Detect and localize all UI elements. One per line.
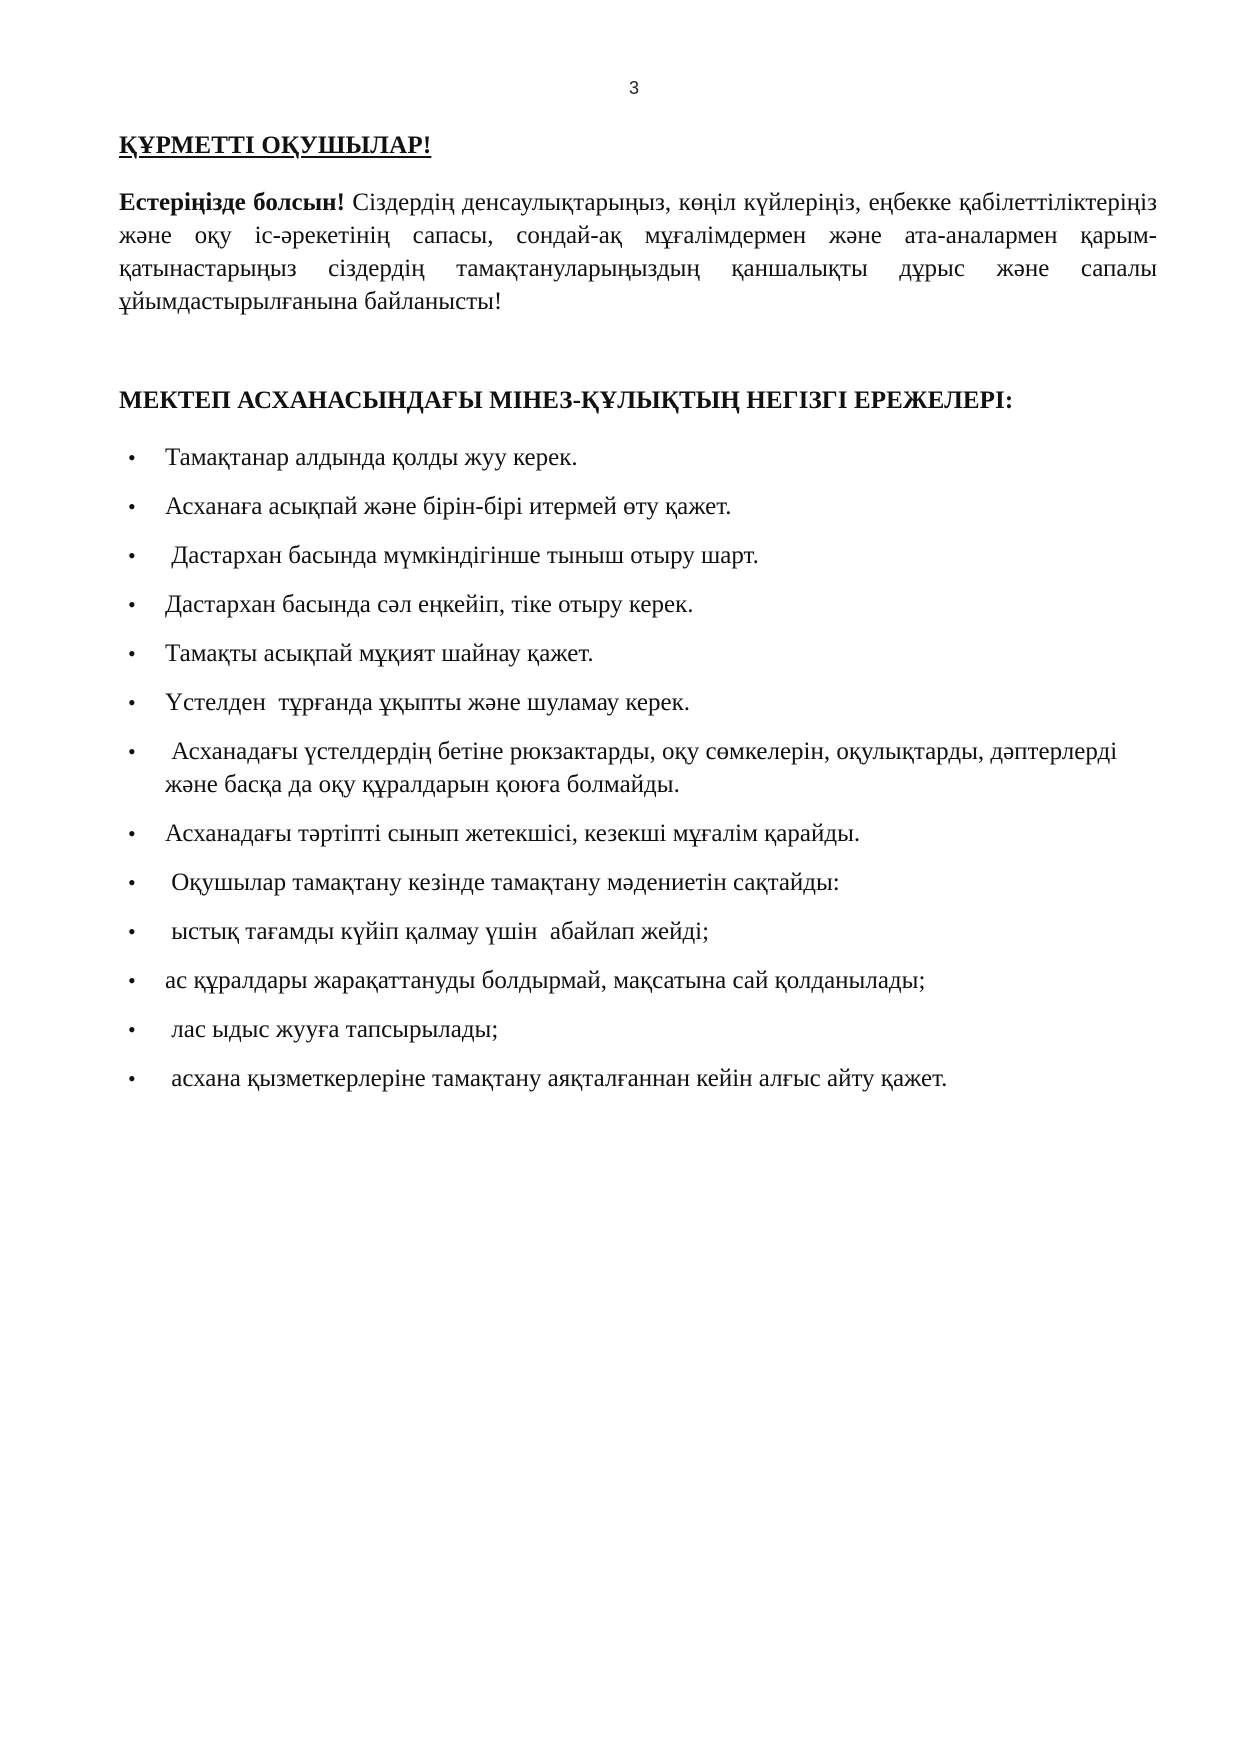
rule-text: лас ыдыс жууға тапсырылады; (165, 1016, 499, 1043)
bullet-icon: • (128, 494, 136, 519)
rule-text: ас құралдары жарақаттануды болдырмай, мақсатына сай қолданылады; (165, 967, 926, 994)
bullet-icon: • (128, 1017, 136, 1042)
list-item (119, 441, 1159, 474)
intro-lead: Естеріңізде болсын! (119, 189, 345, 216)
list-item (119, 637, 1159, 670)
rule-text: Асханадағы үстелдердің бетіне рюкзактарды, оқу сөмкелерін, оқулықтарды, дәптерлерді және басқа да оқу құралдарын қоюға болмайды. (165, 738, 1124, 798)
bullet-icon: • (128, 1066, 136, 1091)
bullet-icon: • (128, 821, 136, 846)
rule-text: Асханадағы тәртіпті сынып жетекшісі, кезекші мұғалім қарайды. (165, 820, 861, 847)
intro-body: Сіздердің денсаулықтарыңыз, көңіл күйлеріңіз, еңбекке қабілеттіліктеріңіз және оқу іс-әрекетінің сапасы, сондай-ақ мұғалімдермен және ата-аналармен қарым-қатынастарыңыз сіздердің тамақтануларыңыздың қаншалықты дұрыс және сапалы ұйымдастырылғанына байланысты! (119, 189, 1157, 315)
bullet-icon: • (128, 543, 136, 568)
rules-heading: МЕКТЕП АСХАНАСЫНДАҒЫ МІНЕЗ-ҚҰЛЫҚТЫҢ НЕГІЗГІ ЕРЕЖЕЛЕРІ: (119, 387, 1014, 414)
rule-text: Үстелден тұрғанда ұқыпты және шуламау керек. (165, 689, 691, 716)
list-item (119, 539, 1159, 572)
list-item (119, 866, 1159, 899)
rule-text: Оқушылар тамақтану кезінде тамақтану мәдениетін сақтайды: (165, 869, 840, 896)
bullet-icon: • (128, 870, 136, 895)
bullet-icon: • (128, 739, 136, 764)
bullet-icon: • (128, 690, 136, 715)
rule-text: Дастархан басында сәл еңкейіп, тіке отыру керек. (165, 591, 694, 618)
rule-text: ыстық тағамды күйіп қалмау үшін абайлап жейді; (165, 918, 710, 945)
list-item (119, 735, 1159, 801)
rule-text: Асханаға асықпай және бірін-бірі итермей өту қажет. (165, 493, 732, 520)
bullet-icon: • (128, 919, 136, 944)
rule-text: Тамақтанар алдында қолды жуу керек. (165, 444, 578, 471)
bullet-icon: • (128, 445, 136, 470)
rule-text: асхана қызметкерлеріне тамақтану аяқталғаннан кейін алғыс айту қажет. (165, 1065, 948, 1092)
list-item (119, 964, 1159, 997)
list-item (119, 817, 1159, 850)
intro-paragraph (119, 186, 1157, 318)
list-item (119, 1013, 1159, 1046)
rule-text: Дастархан басында мүмкіндігінше тыныш отыру шарт. (165, 542, 759, 569)
rules-list (119, 441, 1159, 1111)
bullet-icon: • (128, 968, 136, 993)
list-item (119, 1062, 1159, 1095)
list-item (119, 490, 1159, 523)
bullet-icon: • (128, 592, 136, 617)
rule-text: Тамақты асықпай мұқият шайнау қажет. (165, 640, 594, 667)
bullet-icon: • (128, 641, 136, 666)
list-item (119, 686, 1159, 719)
list-item (119, 915, 1159, 948)
page-heading: ҚҰРМЕТТІ ОҚУШЫЛАР! (119, 132, 432, 159)
page-number: 3 (628, 78, 639, 98)
list-item (119, 588, 1159, 621)
